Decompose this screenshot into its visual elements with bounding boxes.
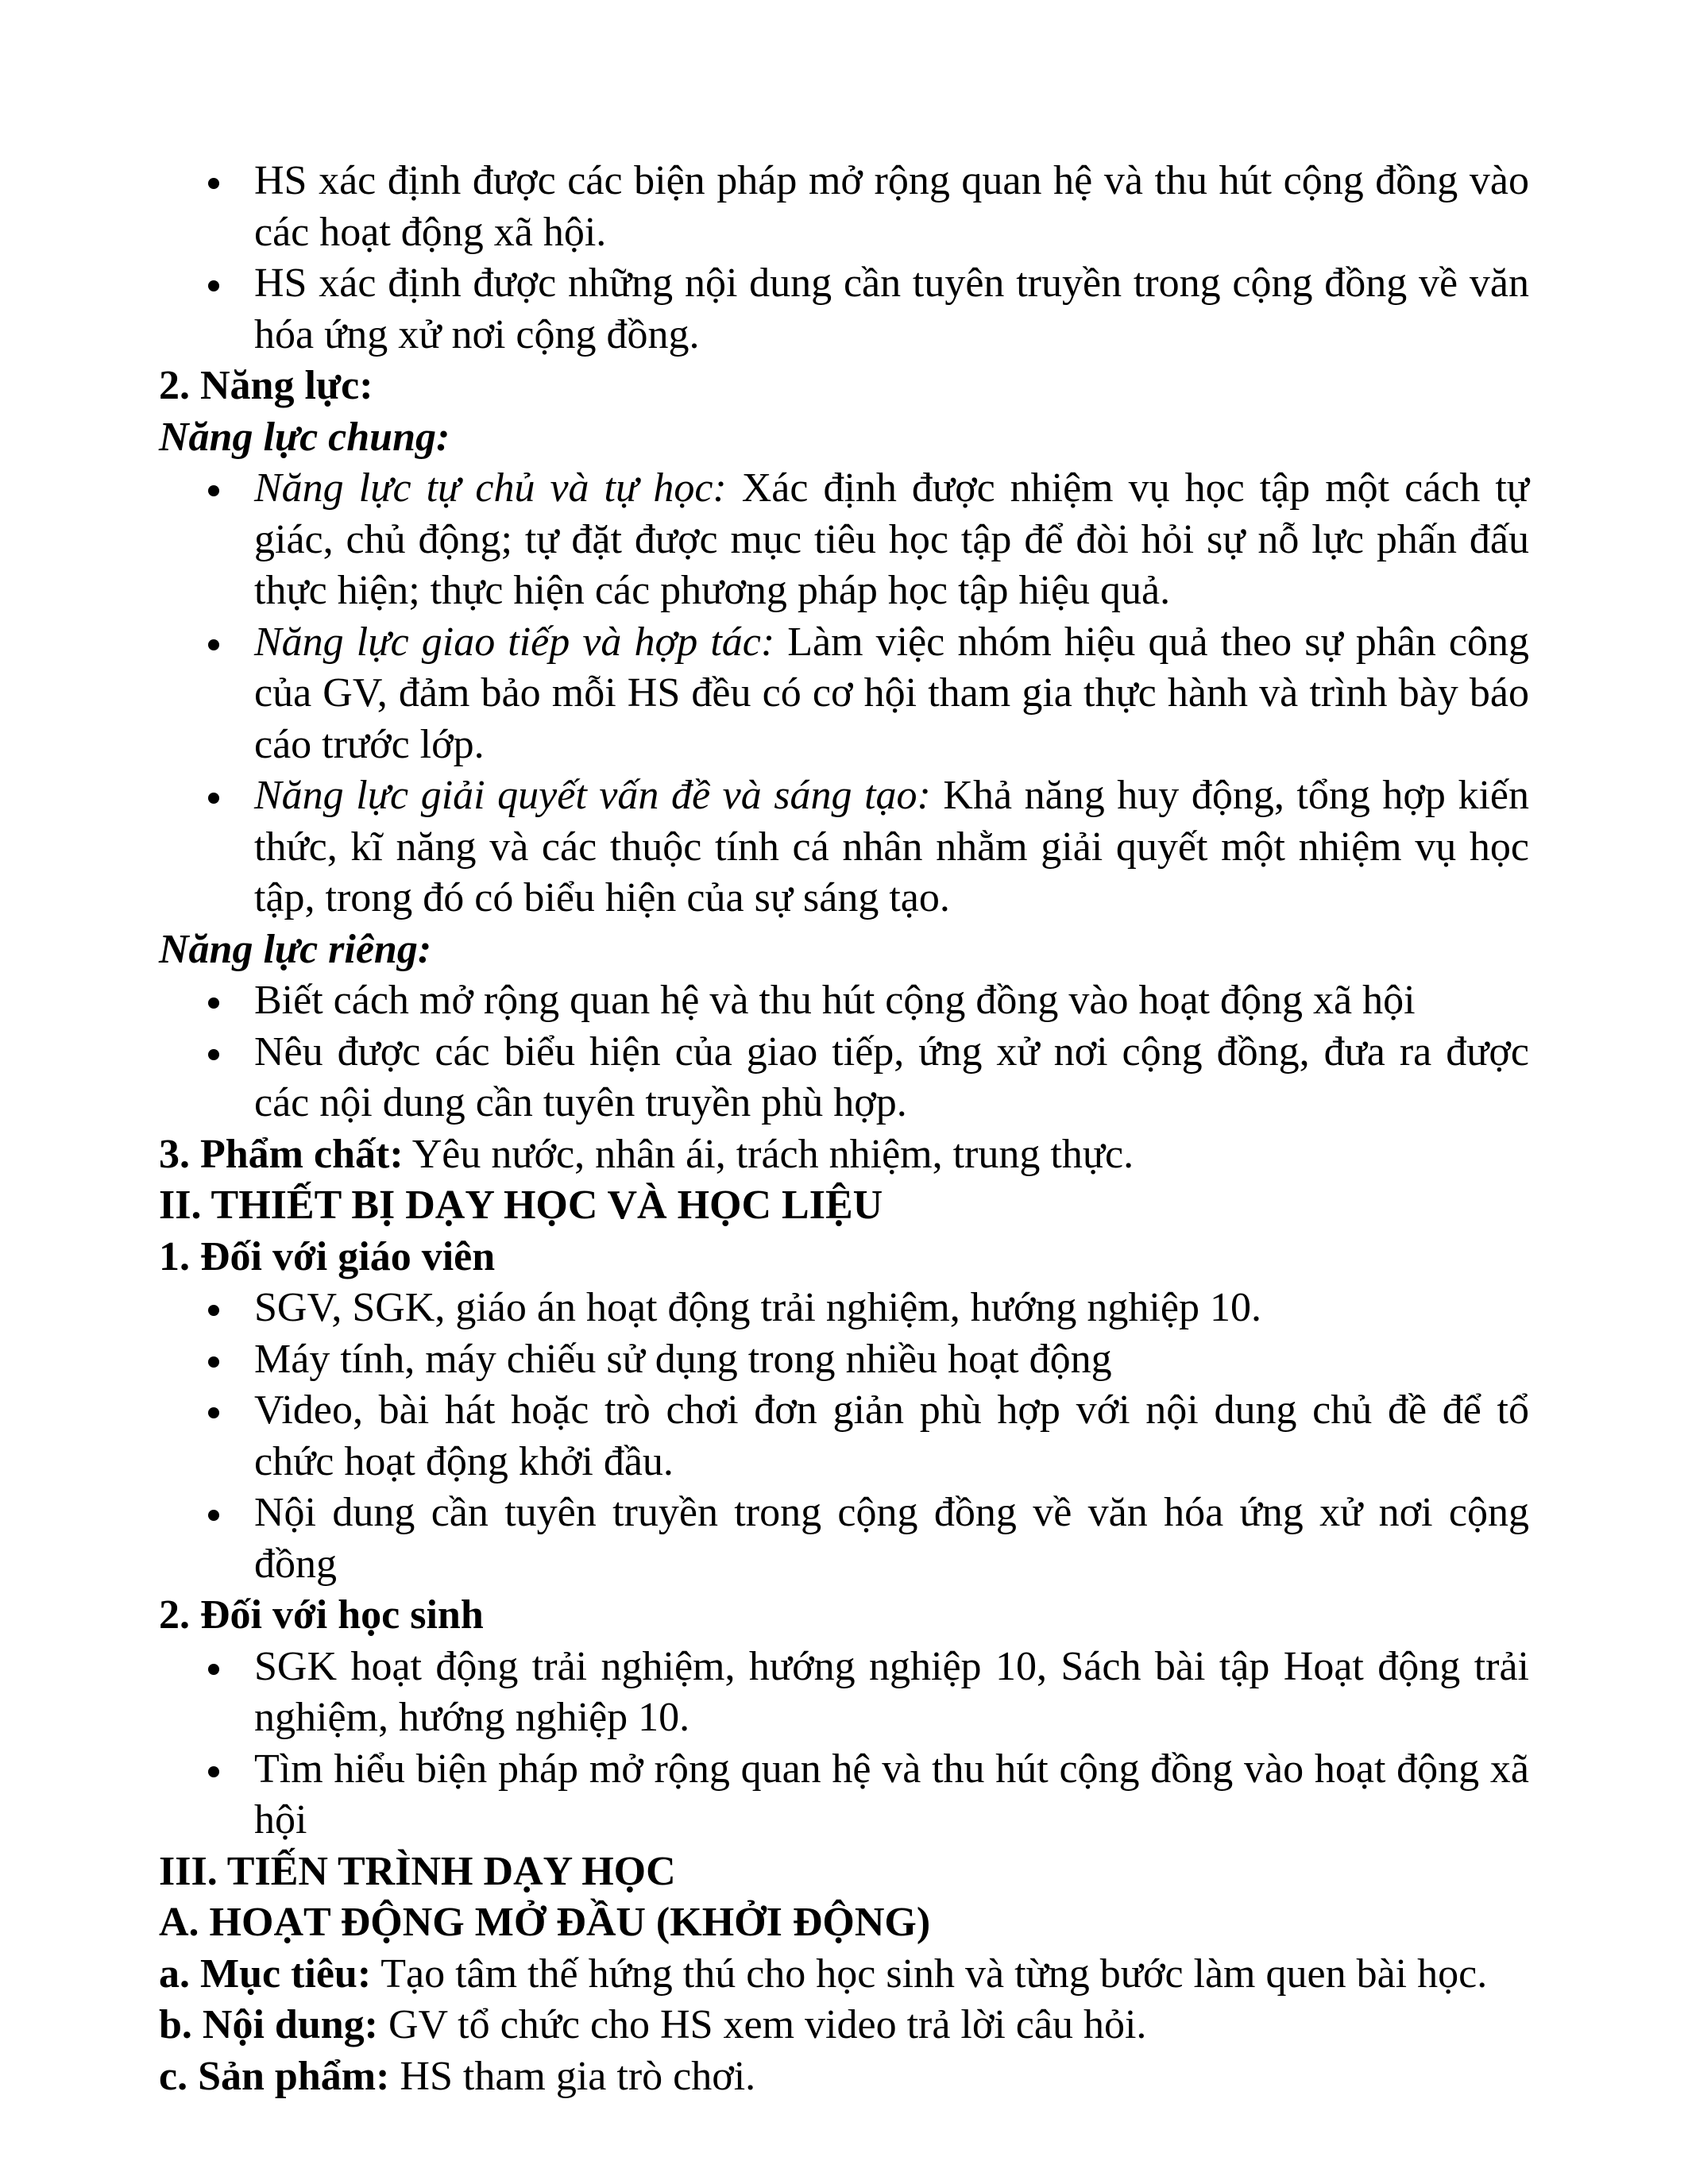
bullet-icon xyxy=(208,997,219,1009)
bullet-text: Biết cách mở rộng quan hệ và thu hút cộng đồng vào hoạt động xã hội xyxy=(254,978,1416,1023)
paragraph-text: GV tổ chức cho HS xem video trả lời câu hỏi. xyxy=(378,2002,1147,2047)
bullet-item xyxy=(159,463,1529,617)
bullet-icon xyxy=(208,178,219,189)
paragraph-text: HS tham gia trò chơi. xyxy=(389,2053,756,2099)
subheading-nang-luc-chung: Năng lực chung: xyxy=(159,414,450,460)
labeled-paragraph-pham-chat xyxy=(159,1129,1529,1181)
bullet-icon xyxy=(208,793,219,804)
bullet-item xyxy=(159,1642,1529,1744)
section-heading-thiet-bi: II. THIẾT BỊ DẠY HỌC VÀ HỌC LIỆU xyxy=(159,1183,883,1228)
bullet-item xyxy=(159,1027,1529,1129)
bullet-item xyxy=(159,617,1529,771)
bullet-icon xyxy=(208,485,219,496)
bullet-icon xyxy=(208,1407,219,1418)
bullet-text: Tìm hiểu biện pháp mở rộng quan hệ và thu hút cộng đồng vào hoạt động xã hội xyxy=(254,1746,1529,1843)
section-heading-hoat-dong-mo-dau: A. HOẠT ĐỘNG MỞ ĐẦU (KHỞI ĐỘNG) xyxy=(159,1900,931,1945)
section-heading-nang-luc: 2. Năng lực: xyxy=(159,363,373,408)
paragraph-label: 3. Phẩm chất: xyxy=(159,1131,404,1177)
bullet-lead: Năng lực tự chủ và tự học: xyxy=(254,465,727,511)
bullet-lead: Năng lực giao tiếp và hợp tác: xyxy=(254,619,775,665)
bullet-text: Nội dung cần tuyên truyền trong cộng đồng về văn hóa ứng xử nơi cộng đồng xyxy=(254,1490,1529,1587)
paragraph-text: Yêu nước, nhân ái, trách nhiệm, trung thực. xyxy=(403,1131,1134,1177)
labeled-paragraph-muc-tieu xyxy=(159,1949,1529,2001)
bullet-icon xyxy=(208,639,219,650)
bullet-icon xyxy=(208,1766,219,1777)
paragraph-label: b. Nội dung: xyxy=(159,2002,378,2047)
labeled-paragraph-noi-dung xyxy=(159,2000,1529,2051)
bullet-item xyxy=(159,1385,1529,1488)
bullet-item xyxy=(159,1744,1529,1846)
bullet-text: Xác định được nhiệm vụ học tập một cách tự giác, chủ động; tự đặt được mục tiêu học tập để đòi hỏi sự nỗ lực phấn đấu thực hiện; thực hiện các phương pháp học tập hiệu quả. xyxy=(254,465,1529,613)
bullet-text: Video, bài hát hoặc trò chơi đơn giản phù hợp với nội dung chủ đề để tổ chức hoạt động khởi đầu. xyxy=(254,1387,1529,1484)
paragraph-label: a. Mục tiêu: xyxy=(159,1951,372,1997)
bullet-item xyxy=(159,1488,1529,1590)
bullet-item xyxy=(159,1283,1529,1334)
bullet-text: HS xác định được những nội dung cần tuyên truyền trong cộng đồng về văn hóa ứng xử nơi cộng đồng. xyxy=(254,260,1529,357)
bullet-lead: Năng lực giải quyết vấn đề và sáng tạo: xyxy=(254,773,931,818)
bullet-item xyxy=(159,1334,1529,1386)
paragraph-label: c. Sản phẩm: xyxy=(159,2053,390,2099)
bullet-icon xyxy=(208,1049,219,1060)
bullet-icon xyxy=(208,280,219,291)
bullet-text: Làm việc nhóm hiệu quả theo sự phân công của GV, đảm bảo mỗi HS đều có cơ hội tham gia thực hành và trình bày báo cáo trước lớp. xyxy=(254,619,1530,767)
bullet-icon xyxy=(208,1664,219,1675)
subheading-doi-voi-hoc-sinh: 2. Đối với học sinh xyxy=(159,1592,484,1638)
bullet-text: SGK hoạt động trải nghiệm, hướng nghiệp 10, Sách bài tập Hoạt động trải nghiệm, hướng nghiệp 10. xyxy=(254,1643,1529,1740)
labeled-paragraph-san-pham xyxy=(159,2051,1529,2103)
bullet-text: Máy tính, máy chiếu sử dụng trong nhiều hoạt động xyxy=(254,1336,1112,1382)
bullet-item xyxy=(159,258,1529,361)
bullet-text: Nêu được các biểu hiện của giao tiếp, ứng xử nơi cộng đồng, đưa ra được các nội dung cần tuyên truyền phù hợp. xyxy=(254,1028,1529,1125)
subheading-doi-voi-giao-vien: 1. Đối với giáo viên xyxy=(159,1233,496,1279)
bullet-icon xyxy=(208,1356,219,1368)
bullet-text: HS xác định được các biện pháp mở rộng quan hệ và thu hút cộng đồng vào các hoạt động xã hội. xyxy=(254,158,1529,255)
paragraph-text: Tạo tâm thế hứng thú cho học sinh và từng bước làm quen bài học. xyxy=(371,1951,1488,1997)
bullet-text: SGV, SGK, giáo án hoạt động trải nghiệm, hướng nghiệp 10. xyxy=(254,1285,1261,1330)
bullet-icon xyxy=(208,1510,219,1521)
bullet-item xyxy=(159,156,1529,258)
bullet-text: Khả năng huy động, tổng hợp kiến thức, kĩ năng và các thuộc tính cá nhân nhằm giải quyết một nhiệm vụ học tập, trong đó có biểu hiện của sự sáng tạo. xyxy=(254,773,1529,920)
section-heading-tien-trinh: III. TIẾN TRÌNH DẠY HỌC xyxy=(159,1848,676,1894)
bullet-item xyxy=(159,770,1529,924)
bullet-icon xyxy=(208,1305,219,1316)
subheading-nang-luc-rieng: Năng lực riêng: xyxy=(159,926,432,972)
bullet-item xyxy=(159,975,1529,1027)
